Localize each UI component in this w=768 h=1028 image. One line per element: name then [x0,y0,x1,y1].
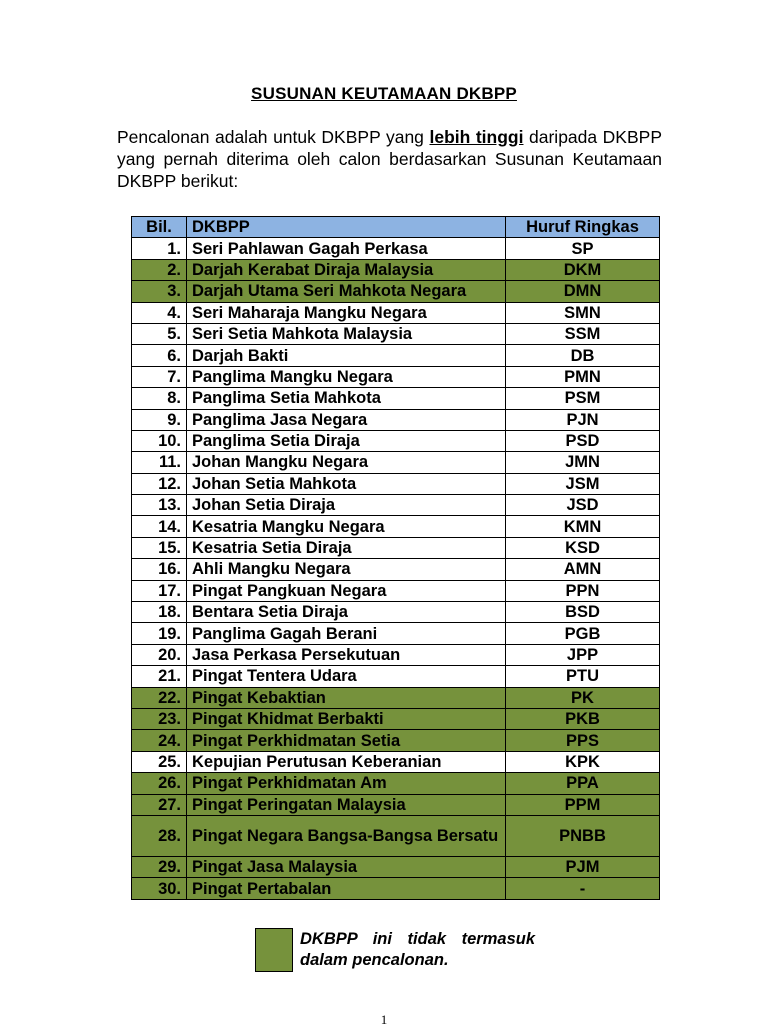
row-abbr: - [506,878,660,899]
row-name: Ahli Mangku Negara [187,559,506,580]
table-row [132,388,660,409]
row-name: Pingat Khidmat Berbakti [187,708,506,729]
table-row [132,623,660,644]
row-abbr: AMN [506,559,660,580]
table-header-row [132,217,660,238]
table-row [132,666,660,687]
table-row [132,452,660,473]
table-row [132,302,660,323]
table-row [132,537,660,558]
row-abbr: SP [506,238,660,259]
row-abbr: PSM [506,388,660,409]
row-no: 21. [132,666,187,687]
row-no: 30. [132,878,187,899]
row-no: 8. [132,388,187,409]
row-no: 15. [132,537,187,558]
row-abbr: PTU [506,666,660,687]
dkbpp-table [131,216,660,900]
table-row [132,856,660,877]
row-name: Seri Maharaja Mangku Negara [187,302,506,323]
row-name: Pingat Perkhidmatan Am [187,773,506,794]
intro-text-after: daripada DKBPP yang pernah diterima oleh calon berdasarkan Susunan Keutamaan DKBPP berikut: [117,127,662,191]
row-name: Pingat Perkhidmatan Setia [187,730,506,751]
row-name: Kepujian Perutusan Keberanian [187,751,506,772]
row-no: 28. [132,815,187,856]
row-no: 27. [132,794,187,815]
row-no: 26. [132,773,187,794]
row-abbr: DB [506,345,660,366]
row-name: Kesatria Setia Diraja [187,537,506,558]
row-no: 3. [132,281,187,302]
row-no: 11. [132,452,187,473]
table-row [132,559,660,580]
row-name: Pingat Peringatan Malaysia [187,794,506,815]
row-abbr: PGB [506,623,660,644]
row-name: Pingat Kebaktian [187,687,506,708]
row-abbr: KMN [506,516,660,537]
row-name: Pingat Negara Bangsa-Bangsa Bersatu [187,815,506,856]
row-no: 5. [132,323,187,344]
row-no: 25. [132,751,187,772]
row-abbr: PPN [506,580,660,601]
table-row [132,366,660,387]
row-name: Panglima Setia Mahkota [187,388,506,409]
row-abbr: KPK [506,751,660,772]
row-no: 19. [132,623,187,644]
row-abbr: KSD [506,537,660,558]
table-row [132,602,660,623]
row-name: Johan Setia Diraja [187,495,506,516]
row-name: Jasa Perkasa Persekutuan [187,644,506,665]
row-abbr: PJN [506,409,660,430]
row-name: Panglima Setia Diraja [187,430,506,451]
table-row [132,794,660,815]
row-no: 18. [132,602,187,623]
intro-paragraph [117,126,662,192]
legend-color-swatch [255,928,293,972]
row-abbr: PMN [506,366,660,387]
row-name: Darjah Kerabat Diraja Malaysia [187,259,506,280]
row-no: 7. [132,366,187,387]
table-row [132,730,660,751]
row-abbr: JSM [506,473,660,494]
intro-text-before: Pencalonan adalah untuk DKBPP yang [117,127,430,147]
table-row [132,708,660,729]
row-abbr: PKB [506,708,660,729]
table-row [132,473,660,494]
row-name: Panglima Jasa Negara [187,409,506,430]
table-row [132,259,660,280]
table-row [132,773,660,794]
row-name: Pingat Pangkuan Negara [187,580,506,601]
table-body [132,238,660,899]
row-no: 9. [132,409,187,430]
table-row [132,687,660,708]
legend-text: DKBPP ini tidak termasuk dalam pencalonan. [300,930,535,969]
page-number: 1 [380,1012,388,1027]
row-name: Kesatria Mangku Negara [187,516,506,537]
row-no: 23. [132,708,187,729]
row-abbr: PNBB [506,815,660,856]
row-no: 12. [132,473,187,494]
row-no: 22. [132,687,187,708]
row-name: Panglima Mangku Negara [187,366,506,387]
row-name: Johan Mangku Negara [187,452,506,473]
row-abbr: JMN [506,452,660,473]
row-no: 17. [132,580,187,601]
row-no: 16. [132,559,187,580]
row-abbr: DMN [506,281,660,302]
row-name: Pingat Pertabalan [187,878,506,899]
row-no: 1. [132,238,187,259]
table-row [132,495,660,516]
row-name: Pingat Jasa Malaysia [187,856,506,877]
table-row [132,580,660,601]
row-abbr: PK [506,687,660,708]
table-row [132,815,660,856]
table-row [132,516,660,537]
row-no: 14. [132,516,187,537]
row-abbr: PSD [506,430,660,451]
table-row [132,323,660,344]
header-abbr: Huruf Ringkas [506,217,660,238]
table-row [132,751,660,772]
row-no: 13. [132,495,187,516]
table-row [132,409,660,430]
row-abbr: DKM [506,259,660,280]
table-row [132,281,660,302]
row-name: Johan Setia Mahkota [187,473,506,494]
header-name: DKBPP [187,217,506,238]
row-abbr: PJM [506,856,660,877]
row-no: 10. [132,430,187,451]
row-abbr: PPM [506,794,660,815]
table-row [132,238,660,259]
table-row [132,878,660,899]
row-name: Seri Pahlawan Gagah Perkasa [187,238,506,259]
row-no: 20. [132,644,187,665]
table-row [132,430,660,451]
row-abbr: JPP [506,644,660,665]
row-no: 4. [132,302,187,323]
row-name: Bentara Setia Diraja [187,602,506,623]
row-abbr: SSM [506,323,660,344]
row-no: 2. [132,259,187,280]
header-no: Bil. [132,217,187,238]
table-row [132,644,660,665]
row-name: Darjah Utama Seri Mahkota Negara [187,281,506,302]
row-no: 6. [132,345,187,366]
row-abbr: JSD [506,495,660,516]
row-name: Panglima Gagah Berani [187,623,506,644]
document-title: SUSUNAN KEUTAMAAN DKBPP [251,84,517,103]
row-abbr: BSD [506,602,660,623]
row-abbr: PPS [506,730,660,751]
row-abbr: PPA [506,773,660,794]
table-row [132,345,660,366]
row-no: 24. [132,730,187,751]
row-no: 29. [132,856,187,877]
row-name: Darjah Bakti [187,345,506,366]
row-name: Seri Setia Mahkota Malaysia [187,323,506,344]
intro-emphasis: lebih tinggi [429,127,524,147]
row-name: Pingat Tentera Udara [187,666,506,687]
row-abbr: SMN [506,302,660,323]
